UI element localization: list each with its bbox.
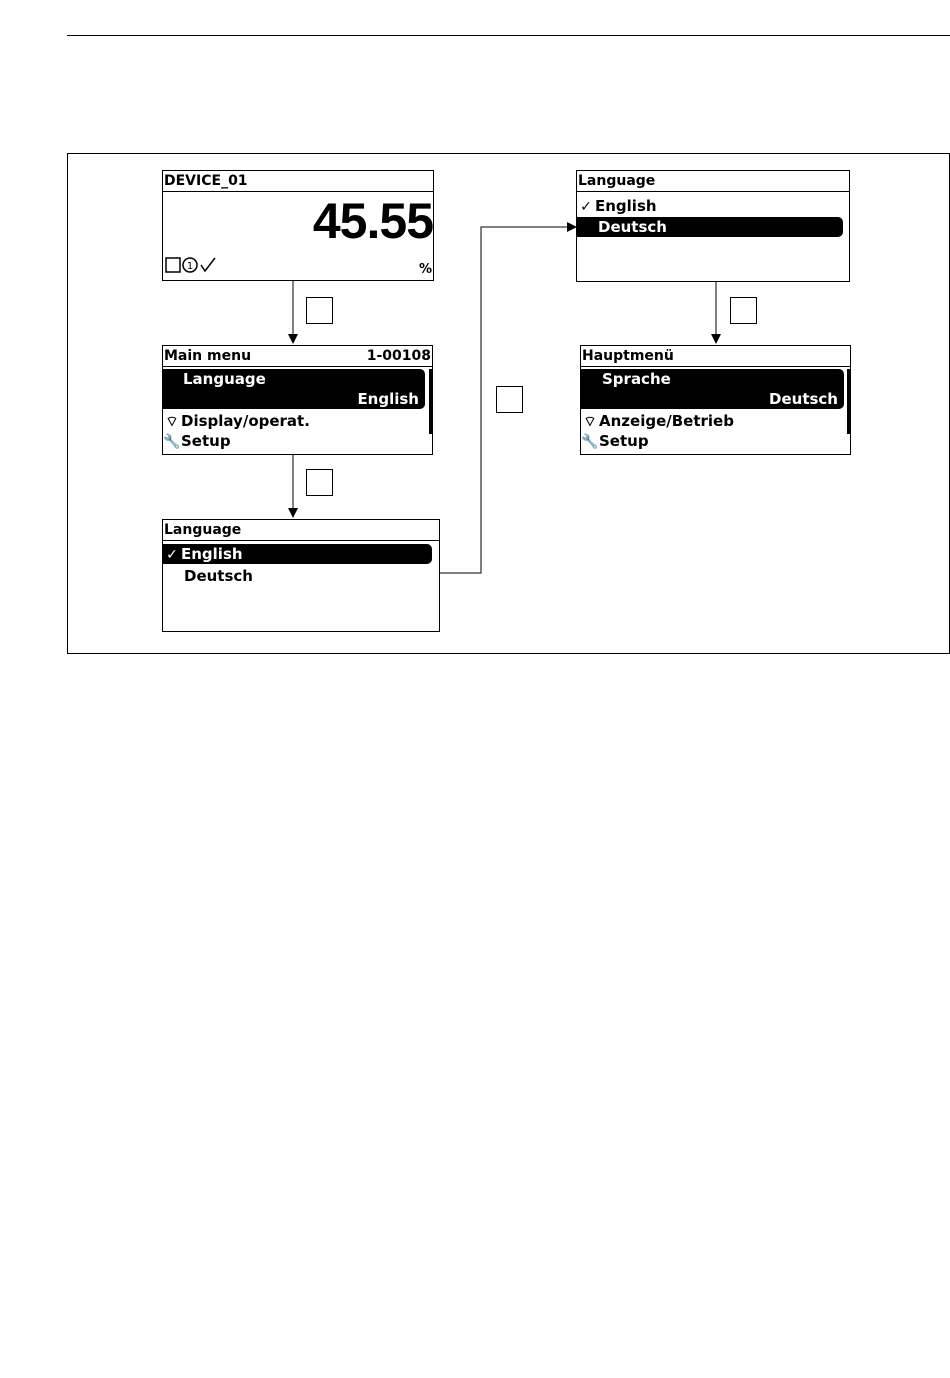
screen-language-deutsch — [576, 170, 850, 282]
measured-value: 45.55 — [312, 193, 433, 249]
option-english[interactable] — [577, 196, 849, 216]
menu-item-label: Setup — [181, 432, 231, 450]
screen-title — [163, 346, 432, 367]
screen-title: DEVICE_01 — [163, 171, 433, 192]
screen-title: Language — [577, 171, 849, 192]
wrench-icon: 🔧 — [163, 434, 181, 450]
option-deutsch[interactable]: Deutsch — [577, 217, 843, 237]
menu-item-setup[interactable] — [163, 431, 432, 451]
status-symbols-icon — [165, 256, 225, 274]
option-label: English — [595, 197, 657, 215]
wrench-icon: 🔧 — [581, 434, 599, 450]
option-label: English — [181, 545, 243, 563]
menu-title: Main menu — [164, 348, 252, 364]
screen-main-menu — [162, 345, 433, 455]
menu-item-value: Deutsch — [769, 390, 838, 408]
menu-item-label: Setup — [599, 432, 649, 450]
status-icons — [165, 256, 225, 278]
menu-item-label: Sprache — [602, 370, 671, 388]
menu-item-language[interactable] — [163, 369, 425, 409]
menu-item-setup[interactable] — [581, 431, 850, 451]
check-icon: ✓ — [166, 547, 178, 563]
menu-item-label: Language — [183, 370, 266, 388]
screen-title: Language — [163, 520, 439, 541]
menu-item-label: Display/operat. — [181, 412, 310, 430]
menu-item-label: Anzeige/Betrieb — [599, 412, 734, 430]
display-icon: ⌔ — [583, 414, 597, 430]
screen-measured-value — [162, 170, 434, 281]
menu-item-anzeige[interactable] — [581, 411, 850, 431]
check-icon: ✓ — [580, 199, 592, 215]
screen-title: Hauptmenü — [581, 346, 850, 367]
display-icon: ⌔ — [165, 414, 179, 430]
svg-text:1: 1 — [186, 261, 194, 272]
step-box-2 — [306, 469, 333, 496]
menu-item-sprache[interactable] — [581, 369, 844, 409]
option-english[interactable] — [163, 544, 432, 564]
screen-language-english — [162, 519, 440, 632]
option-deutsch[interactable]: Deutsch — [184, 567, 253, 585]
menu-code: 1-00108 — [366, 348, 431, 364]
step-box-4 — [730, 297, 757, 324]
step-box-1 — [306, 297, 333, 324]
screen-hauptmenu — [580, 345, 851, 455]
menu-item-display[interactable] — [163, 411, 432, 431]
unit-indicator: % — [418, 262, 432, 277]
menu-item-value: English — [357, 390, 419, 408]
step-box-3 — [496, 386, 523, 413]
